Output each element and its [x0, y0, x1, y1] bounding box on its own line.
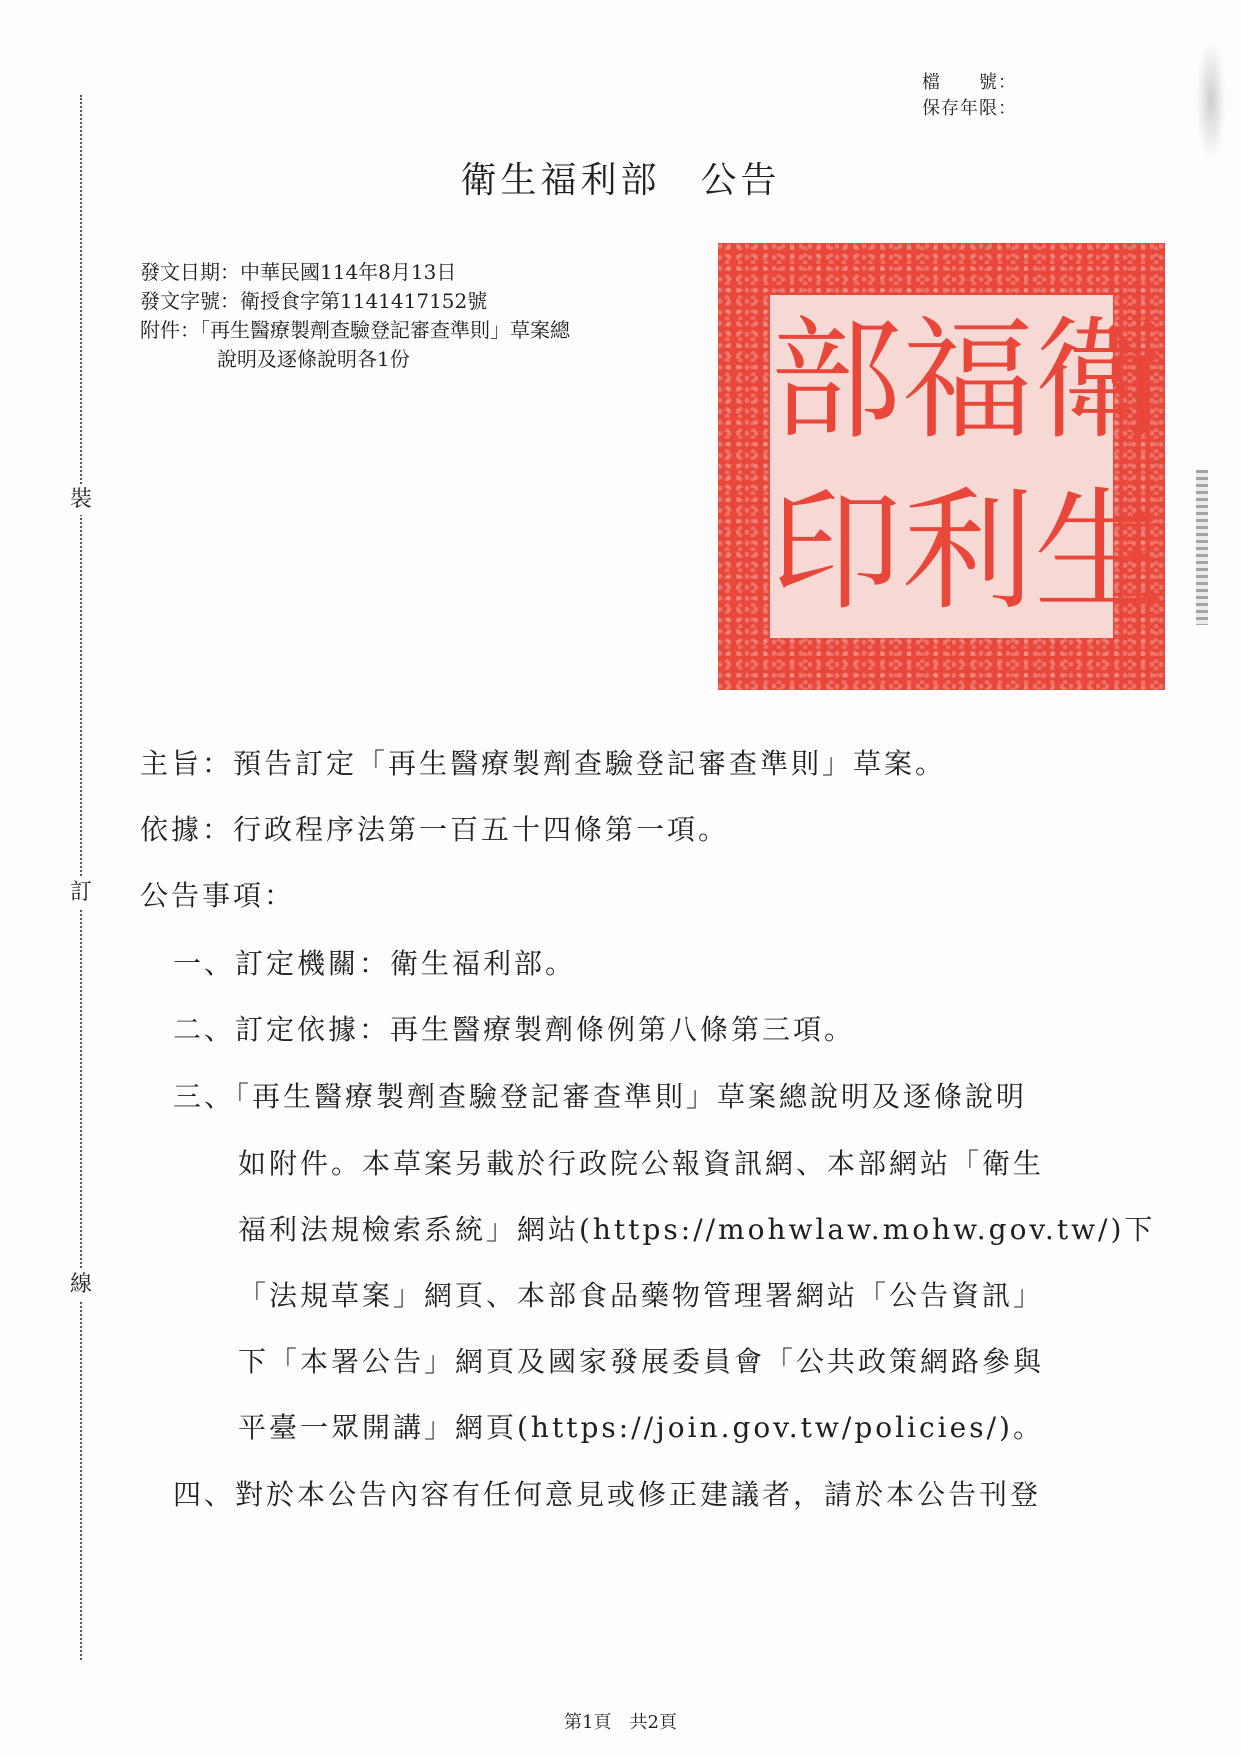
attachment-line-2: 說明及逐條說明各1份: [217, 347, 410, 371]
seal-characters: [770, 295, 1166, 638]
item-3-line-1: 三、「再生醫療製劑查驗登記審查準則」草案總說明及逐條說明: [173, 1080, 1028, 1113]
file-number-label: 檔 號：: [922, 72, 1017, 93]
basis-line: 依據：行政程序法第一百五十四條第一項。: [140, 813, 730, 846]
scan-edge-smudge: [1196, 40, 1226, 160]
item-4: 四、對於本公告內容有任何意見或修正建議者，請於本公告刊登: [173, 1478, 1042, 1511]
items-heading: 公告事項：: [140, 879, 296, 912]
seal-char-bu: 部: [770, 303, 902, 458]
file-meta: [922, 70, 1017, 122]
header-info: [140, 258, 570, 374]
attachment-line-1: 附件：「再生醫療製劑查驗登記審查準則」草案總: [140, 318, 570, 342]
subject-line: 主旨：預告訂定「再生醫療製劑查驗登記審查準則」草案。: [140, 747, 947, 780]
document-title: 衛生福利部 公告: [460, 160, 781, 201]
item-3-line-3: 福利法規檢索系統」網站(https://mohwlaw.mohw.gov.tw/)下: [238, 1213, 1156, 1246]
retention-label: 保存年限：: [922, 98, 1017, 119]
scan-edge-strip: [1196, 470, 1208, 625]
seal-char-wei: 衛: [1034, 303, 1166, 458]
item-3-line-5: 下「本署公告」網頁及國家發展委員會「公共政策網路參與: [238, 1345, 1045, 1378]
item-2: 二、訂定依據：再生醫療製劑條例第八條第三項。: [173, 1013, 856, 1046]
seal-char-fu: 福: [902, 303, 1034, 458]
binding-char-zhuang: 裝: [66, 485, 96, 515]
seal-char-li: 利: [902, 475, 1034, 630]
doc-number: 發文字號：衛授食字第1141417152號: [140, 289, 488, 313]
item-1: 一、訂定機關：衛生福利部。: [173, 947, 577, 980]
binding-char-ding: 訂: [66, 878, 96, 908]
page-footer: 第1頁 共2頁: [564, 1712, 677, 1733]
item-3-line-4: 「法規草案」網頁、本部食品藥物管理署網站「公告資訊」: [238, 1279, 1045, 1312]
issue-date: 發文日期：中華民國114年8月13日: [140, 260, 457, 284]
official-seal: [718, 243, 1165, 690]
item-3-line-2: 如附件。本草案另載於行政院公報資訊網、本部網站「衛生: [238, 1147, 1045, 1180]
binding-char-xian: 線: [66, 1270, 96, 1300]
item-3-line-6: 平臺一眾開講」網頁(https://join.gov.tw/policies/)。: [238, 1411, 1044, 1444]
seal-char-yin: 印: [770, 475, 902, 630]
seal-char-sheng: 生: [1034, 475, 1166, 630]
